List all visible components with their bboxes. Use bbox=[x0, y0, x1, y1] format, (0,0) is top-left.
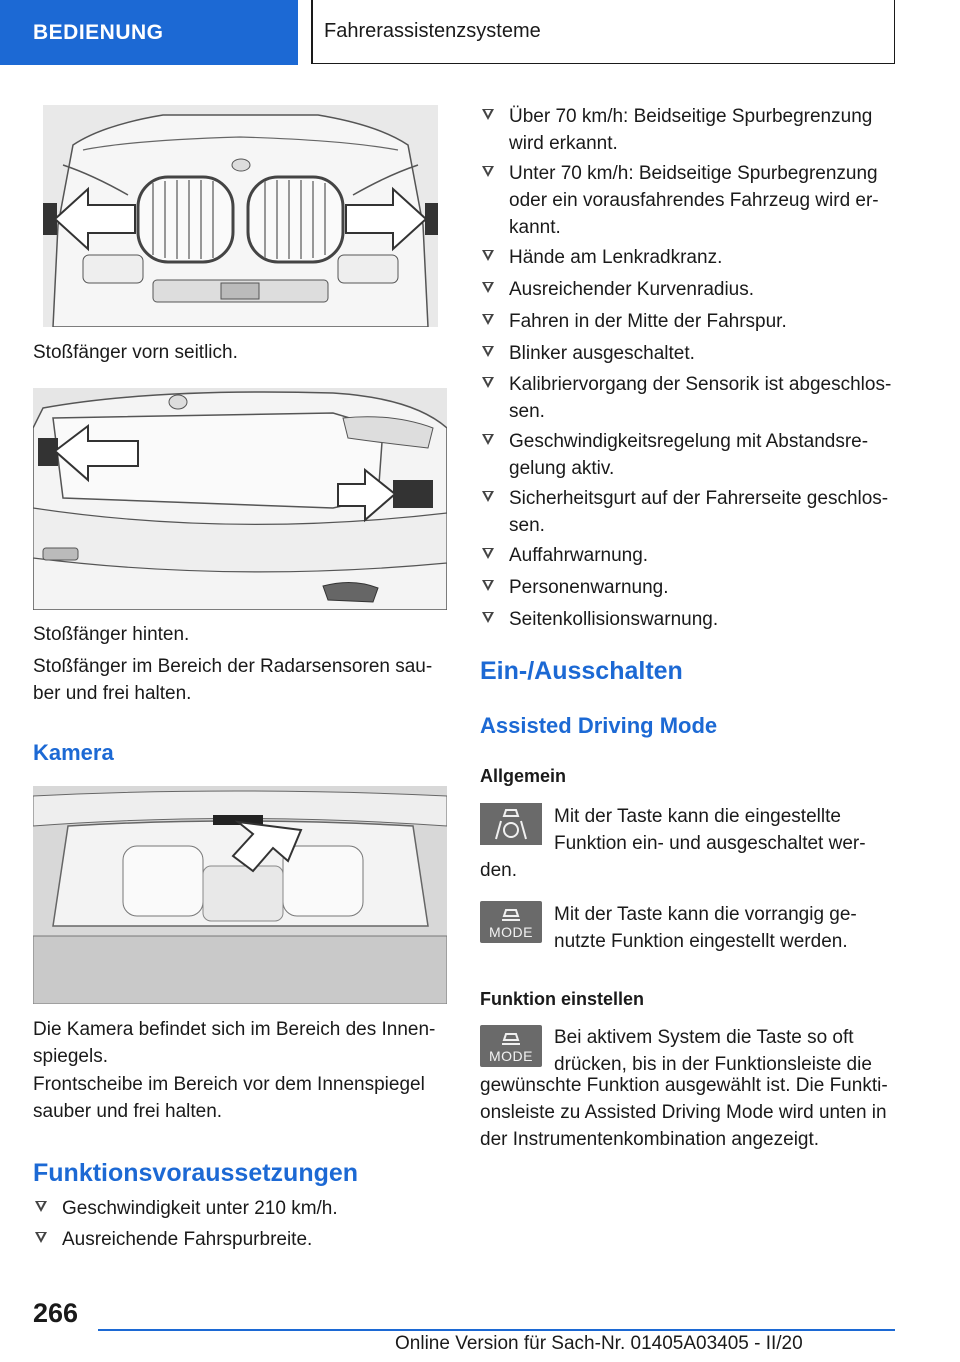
bullet-triangle-icon bbox=[482, 314, 494, 325]
mode-text: Mit der Taste kann die vorrangig ge- nutzte Funktion eingestellt werden. bbox=[554, 904, 857, 952]
general-text-b: den. bbox=[480, 860, 517, 881]
list-item: Unter 70 km/h: Beidseitige Spurbegrenzung oder ein vorausfahrendes Fahrzeug wird er- kannt. bbox=[480, 160, 910, 241]
set-text-b: gewünschte Funktion ausgewählt ist. Die Funkti- onsleiste zu Assisted Driving Mode wird unten in der Instrumentenkombination angezeigt. bbox=[480, 1075, 888, 1150]
bullet-triangle-icon bbox=[482, 166, 494, 177]
mode-label: MODE bbox=[489, 1048, 533, 1064]
mode-label: MODE bbox=[489, 924, 533, 940]
bullet-triangle-icon bbox=[35, 1232, 47, 1243]
bullet-triangle-icon bbox=[482, 612, 494, 623]
caption-rear-bumper: Stoßfänger hinten. bbox=[33, 624, 190, 645]
bullet-triangle-icon bbox=[482, 250, 494, 261]
mode-button-icon bbox=[480, 1025, 542, 1067]
bullet-triangle-icon bbox=[35, 1201, 47, 1212]
heading-conditions: Funktionsvoraussetzungen bbox=[33, 1159, 359, 1187]
rear-bumper-text: Stoßfänger im Bereich der Radarsensoren sau- ber und frei halten. bbox=[33, 656, 433, 704]
bullet-triangle-icon bbox=[482, 282, 494, 293]
bullet-triangle-icon bbox=[482, 548, 494, 559]
mode-button-icon bbox=[480, 901, 542, 943]
list-item: Geschwindigkeitsregelung mit Abstandsre- gelung aktiv. bbox=[480, 428, 910, 482]
footer-online-version: Online Version für Sach-Nr. 01405A03405 - II/20 bbox=[395, 1333, 803, 1354]
heading-function-set: Funktion einstellen bbox=[480, 989, 645, 1009]
heading-camera: Kamera bbox=[33, 740, 114, 765]
camera-figure bbox=[33, 786, 447, 1004]
list-item: Ausreichender Kurvenradius. bbox=[480, 276, 910, 303]
page-number: 266 bbox=[33, 1298, 79, 1328]
rear-bumper-figure bbox=[33, 388, 447, 610]
heading-general: Allgemein bbox=[480, 766, 567, 786]
assist-button-icon bbox=[480, 803, 542, 845]
list-item: Ausreichende Fahrspurbreite. bbox=[33, 1226, 453, 1253]
list-item: Seitenkollisionswarnung. bbox=[480, 606, 910, 633]
list-item: Personenwarnung. bbox=[480, 574, 910, 601]
chapter-tab bbox=[311, 0, 895, 64]
list-item: Über 70 km/h: Beidseitige Spurbegrenzung wird erkannt. bbox=[480, 103, 910, 157]
list-item: Geschwindigkeit unter 210 km/h. bbox=[33, 1195, 453, 1222]
list-item: Sicherheitsgurt auf der Fahrerseite geschlos- sen. bbox=[480, 485, 910, 539]
bullet-triangle-icon bbox=[482, 346, 494, 357]
section-title: BEDIENUNG bbox=[33, 20, 164, 44]
footer-divider bbox=[98, 1329, 895, 1331]
bullet-triangle-icon bbox=[482, 109, 494, 120]
bullet-triangle-icon bbox=[482, 377, 494, 388]
bullet-triangle-icon bbox=[482, 580, 494, 591]
section-tab bbox=[0, 0, 298, 65]
camera-text-2: Frontscheibe im Bereich vor dem Innenspiegel sauber und frei halten. bbox=[33, 1074, 425, 1122]
heading-assisted-driving-mode: Assisted Driving Mode bbox=[480, 713, 718, 738]
bullet-triangle-icon bbox=[482, 491, 494, 502]
general-text-a: Mit der Taste kann die eingestellte Funktion ein- und ausgeschaltet wer- bbox=[554, 806, 866, 854]
bullet-triangle-icon bbox=[482, 434, 494, 445]
set-text-a: Bei aktivem System die Taste so oft drücken, bis in der Funktionsleiste die bbox=[554, 1027, 872, 1075]
front-bumper-figure bbox=[43, 105, 438, 327]
camera-text-1: Die Kamera befindet sich im Bereich des Innen- spiegels. bbox=[33, 1019, 436, 1067]
caption-front-bumper: Stoßfänger vorn seitlich. bbox=[33, 342, 238, 363]
list-item: Kalibriervorgang der Sensorik ist abgeschlos- sen. bbox=[480, 371, 910, 425]
list-item: Hände am Lenkradkranz. bbox=[480, 244, 910, 271]
list-item: Blinker ausgeschaltet. bbox=[480, 340, 910, 367]
chapter-title: Fahrerassistenzsysteme bbox=[324, 20, 541, 42]
list-item: Auffahrwarnung. bbox=[480, 542, 910, 569]
list-item: Fahren in der Mitte der Fahrspur. bbox=[480, 308, 910, 335]
heading-on-off: Ein-/Ausschalten bbox=[480, 657, 683, 685]
